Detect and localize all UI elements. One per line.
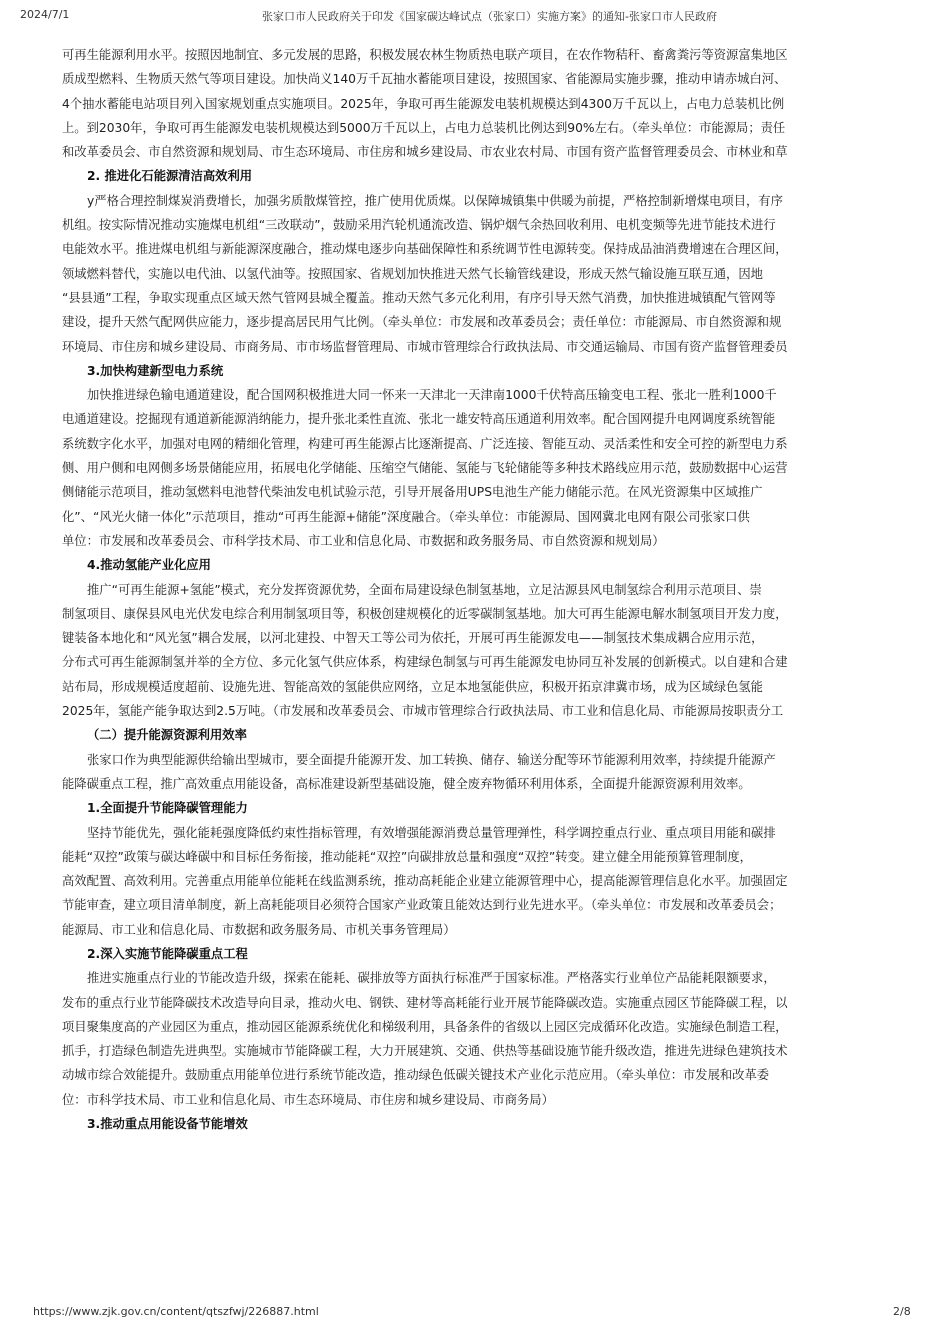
text-line: 推进实施重点行业的节能改造升级，探索在能耗、碳排放等方面执行标准严于国家标准。严格落实行业单位产品能耗限额要求， — [87, 971, 776, 986]
text-line: 化”、“风光火储一体化”示范项目，推动“可再生能源+储能”深度融合。（牵头单位：市能源局、国网冀北电网有限公司张家口供 — [62, 509, 750, 524]
text-line: 能降碳重点工程，推广高效重点用能设备，高标准建设新型基础设施，健全废弃物循环利用体系，全面提升能源资源利用效率。 — [62, 776, 751, 791]
text-line: 坚持节能优先，强化能耗强度降低约束性指标管理，有效增强能源消费总量管理弹性，科学调控重点行业、重点项目用能和碳排 — [87, 825, 776, 840]
header-date: 2024/7/1 — [20, 8, 70, 21]
text-line: 键装备本地化和“风光氢”耦合发展，以河北建投、中智天工等公司为依托，开展可再生能源发电——制氢技术集成耦合应用示范， — [62, 631, 764, 646]
text-line: 能源局、市工业和信息化局、市数据和政务服务局、市机关事务管理局） — [62, 922, 456, 937]
section-heading: 1.全面提升节能降碳管理能力 — [87, 801, 248, 816]
text-line: 侧、用户侧和电网侧多场景储能应用，拓展电化学储能、压缩空气储能、氢能与飞轮储能等多种技术路线应用示范，鼓励数据中心运营 — [62, 461, 788, 476]
text-line: 机组。按实际情况推动实施煤电机组“三改联动”，鼓励采用汽轮机通流改造、锅炉烟气余热回收利用、电机变频等先进节能技术进行 — [62, 218, 776, 233]
section-heading: 2.深入实施节能降碳重点工程 — [87, 946, 248, 961]
text-line: 2025年，氢能产能争取达到2.5万吨。（市发展和改革委员会、市城市管理综合行政执法局、市工业和信息化局、市能源局按职责分工 — [62, 704, 784, 719]
section-heading: 3.推动重点用能设备节能增效 — [87, 1117, 248, 1132]
text-line: 和改革委员会、市自然资源和规划局、市生态环境局、市住房和城乡建设局、市农业农村局、市国有资产监督管理委员会、市林业和草 — [62, 145, 788, 160]
text-line: 质成型燃料、生物质天然气等项目建设。加快尚义140万千瓦抽水蓄能项目建设，按照国家、省能源局实施步骤，推动申请赤城白河、 — [62, 72, 787, 87]
text-line: 抓手，打造绿色制造先进典型。实施城市节能降碳工程，大力开展建筑、交通、供热等基础设施节能升级改造，推进先进绿色建筑技术 — [62, 1044, 788, 1059]
text-line: 站布局，形成规模适度超前、设施先进、智能高效的氢能供应网络，立足本地氢能供应，积极开拓京津冀市场，成为区域绿色氢能 — [62, 679, 763, 694]
footer-page-number: 2/8 — [893, 1305, 911, 1318]
document-body — [62, 43, 908, 1136]
text-line: 上。到2030年，争取可再生能源发电装机规模达到5000万千瓦以上，占电力总装机比例达到90%左右。（牵头单位：市能源局；责任 — [62, 120, 786, 135]
text-line: 加快推进绿色输电通道建设，配合国网积极推进大同一怀来一天津北一天津南1000千伏特高压输变电工程、张北一胜利1000千 — [87, 388, 777, 403]
text-line: 可再生能源利用水平。按照因地制宜、多元发展的思路，积极发展农林生物质热电联产项目，在农作物秸秆、畜禽粪污等资源富集地区 — [62, 48, 788, 62]
text-line: 建设，提升天然气配网供应能力，逐步提高居民用气比例。（牵头单位：市发展和改革委员会；责任单位：市能源局、市自然资源和规 — [62, 315, 782, 330]
section-heading: 4.推动氢能产业化应用 — [87, 558, 211, 573]
text-line: 高效配置、高效利用。完善重点用能单位能耗在线监测系统，推动高耗能企业建立能源管理中心，提高能源管理信息化水平。加强固定 — [62, 874, 788, 889]
text-line: 动城市综合效能提升。鼓励重点用能单位进行系统节能改造，推动绿色低碳关键技术产业化示范应用。（牵头单位：市发展和改革委 — [62, 1068, 770, 1083]
text-line: 系统数字化水平，加强对电网的精细化管理，构建可再生能源占比逐渐提高、广泛连接、智能互动、灵活柔性和安全可控的新型电力系 — [62, 436, 788, 451]
text-line: 电能效水平。推进煤电机组与新能源深度融合，推动煤电逐步向基础保障性和系统调节性电源转变。保持成品油消费增速在合理区间， — [62, 242, 788, 257]
header-page-title: 张家口市人民政府关于印发《国家碳达峰试点（张家口）实施方案》的通知-张家口市人民政府 — [262, 10, 717, 23]
section-heading: 3.加快构建新型电力系统 — [87, 363, 224, 378]
text-line: 电通道建设。挖掘现有通道新能源消纳能力，提升张北柔性直流、张北一雄安特高压通道利用效率。配合国网提升电网调度系统智能 — [62, 412, 776, 427]
text-line: 发布的重点行业节能降碳技术改造导向目录，推动火电、钢铁、建材等高耗能行业开展节能降碳改造。实施重点园区节能降碳工程，以 — [62, 995, 788, 1010]
text-line: 侧储能示范项目，推动氢燃料电池替代柴油发电机试验示范，引导开展备用UPS电池生产能力储能示范。在风光资源集中区域推广 — [62, 485, 763, 500]
text-line: 张家口作为典型能源供给输出型城市，要全面提升能源开发、加工转换、储存、输送分配等环节能源利用效率，持续提升能源产 — [87, 752, 776, 767]
footer-url[interactable]: https://www.zjk.gov.cn/content/qtszfwj/226887.html — [33, 1305, 319, 1318]
text-line: 能耗“双控”政策与碳达峰碳中和目标任务衔接，推动能耗“双控”向碳排放总量和强度“双控”转变。建立健全用能预算管理制度， — [62, 849, 752, 864]
text-line: 制氢项目、康保县风电光伏发电综合利用制氢项目等，积极创建规模化的近零碳制氢基地。加大可再生能源电解水制氢项目开发力度， — [62, 606, 788, 621]
text-line: 环境局、市住房和城乡建设局、市商务局、市市场监督管理局、市城市管理综合行政执法局、市交通运输局、市国有资产监督管理委员 — [62, 339, 788, 354]
text-line: 领域燃料替代，实施以电代油、以氢代油等。按照国家、省规划加快推进天然气长输管线建设，形成天然气输设施互联互通，因地 — [62, 266, 763, 281]
text-line: y严格合理控制煤炭消费增长，加强劣质散煤管控，推广使用优质煤。以保障城镇集中供暖为前提，严格控制新增煤电项目，有序 — [87, 193, 783, 208]
text-line: 推广“可再生能源+氢能”模式，充分发挥资源优势，全面布局建设绿色制氢基地，立足沽源县风电制氢综合利用示范项目、崇 — [87, 582, 762, 597]
text-line: 分布式可再生能源制氢并举的全方位、多元化氢气供应体系，构建绿色制氢与可再生能源发电协同互补发展的创新模式。以自建和合建 — [62, 655, 788, 670]
text-line: 位：市科学技术局、市工业和信息化局、市生态环境局、市住房和城乡建设局、市商务局） — [62, 1092, 554, 1107]
section-heading: 2. 推进化石能源清洁高效利用 — [87, 169, 253, 184]
text-line: 项目聚集度高的产业园区为重点，推动园区能源系统优化和梯级利用，具备条件的省级以上园区完成循环化改造。实施绿色制造工程， — [62, 1019, 788, 1034]
text-line: 4个抽水蓄能电站项目列入国家规划重点实施项目。2025年，争取可再生能源发电装机规模达到4300万千瓦以上，占电力总装机比例 — [62, 96, 785, 111]
text-line: 节能审查，建立项目清单制度，新上高耗能项目必须符合国家产业政策且能效达到行业先进水平。（牵头单位：市发展和改革委员会； — [62, 898, 782, 913]
text-line: 单位：市发展和改革委员会、市科学技术局、市工业和信息化局、市数据和政务服务局、市自然资源和规划局） — [62, 533, 665, 548]
text-line: “县县通”工程，争取实现重点区域天然气管网县城全覆盖。推动天然气多元化利用，有序引导天然气消费，加快推进城镇配气管网等 — [62, 290, 776, 305]
section-heading: （二）提升能源资源利用效率 — [87, 728, 247, 743]
